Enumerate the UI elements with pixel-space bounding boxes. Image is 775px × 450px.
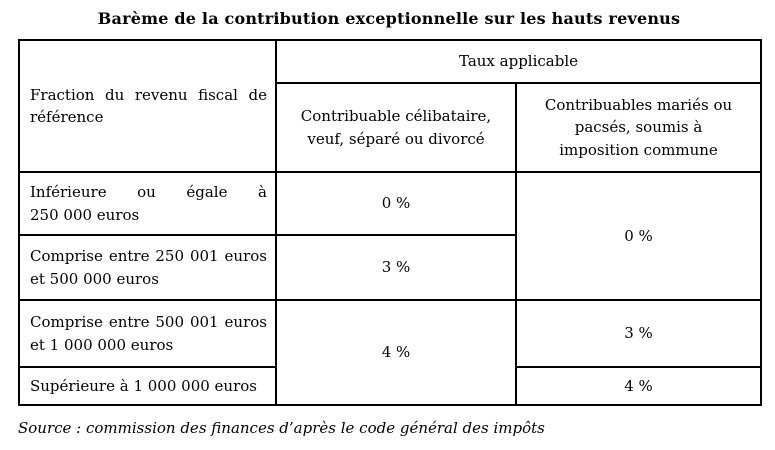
bracket-3-4-single-rate-cell: 4 % <box>276 300 516 405</box>
table-row <box>19 40 761 83</box>
page-title: Barème de la contribution exceptionnelle sur les hauts revenus <box>97 9 681 28</box>
bracket-3-label-cell: Comprise entre 500 001 euros et 1 000 000 euros <box>19 300 276 367</box>
bracket-2-label-cell: Comprise entre 250 001 euros et 500 000 euros <box>19 235 276 300</box>
column-header-single: Contribuable célibataire, veuf, séparé ou divorcé <box>276 83 516 172</box>
table-row <box>19 172 761 235</box>
tax-rate-table <box>18 39 762 406</box>
bracket-1-single-rate-cell: 0 % <box>276 172 516 235</box>
bracket-2-single-rate-cell: 3 % <box>276 235 516 300</box>
row-header-cell: Fraction du revenu fiscal de référence <box>19 40 276 172</box>
bracket-4-married-rate-cell: 4 % <box>516 367 761 405</box>
column-header-married: Contribuables mariés ou pacsés, soumis à imposition commune <box>516 83 761 172</box>
bracket-1-2-married-rate-cell: 0 % <box>516 172 761 300</box>
table-row <box>19 300 761 367</box>
bracket-1-label-cell: Inférieure ou égale à 250 000 euros <box>19 172 276 235</box>
group-header-cell: Taux applicable <box>276 40 761 83</box>
bracket-4-label-cell: Supérieure à 1 000 000 euros <box>19 367 276 405</box>
bracket-3-married-rate-cell: 3 % <box>516 300 761 367</box>
source-note: Source : commission des finances d’après le code général des impôts <box>18 419 545 437</box>
